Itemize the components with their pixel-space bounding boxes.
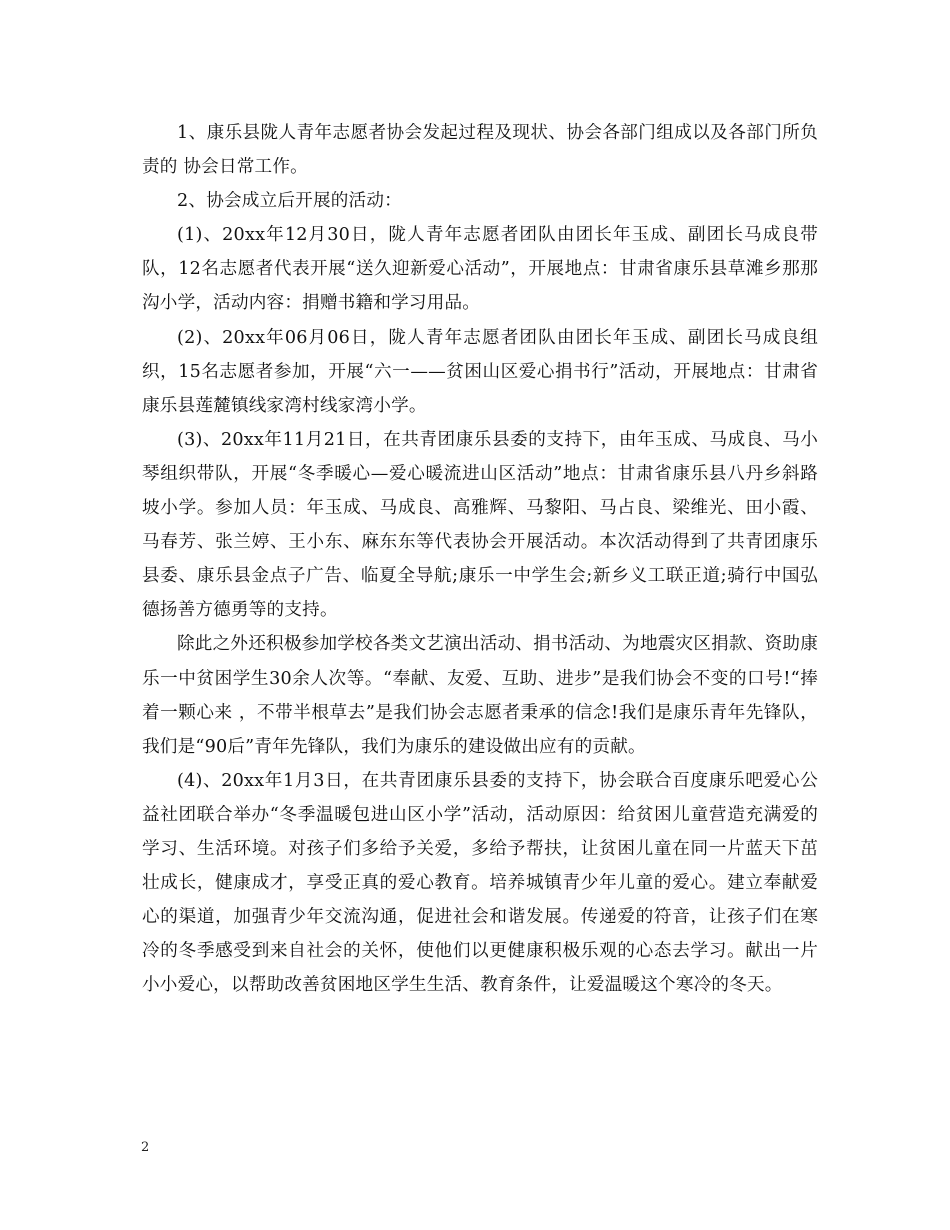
paragraph-activity-1: (1)、20xx年12月30日，陇人青年志愿者团队由团长年玉成、副团长马成良带队，12名志愿者代表开展“送久迎新爱心活动”，开展地点：甘肃省康乐县草滩乡那那沟小学，活动内容：捐赠书籍和学习用品。 <box>142 225 818 314</box>
document-body <box>142 116 818 1002</box>
paragraph-activity-4: (4)、20xx年1月3日，在共青团康乐县委的支持下，协会联合百度康乐吧爱心公益社团联合举办“冬季温暖包进山区小学”活动，活动原因：给贫困儿童营造充满爱的学习、生活环境。对孩子们多给予关爱，多给予帮扶，让贫困儿童在同一片蓝天下茁壮成长，健康成才，享受正真的爱心教育。培养城镇青少年儿童的爱心。建立奉献爱心的渠道，加强青少年交流沟通，促进社会和谐发展。传递爱的符音，让孩子们在寒冷的冬季感受到来自社会的关怀，使他们以更健康积极乐观的心态去学习。献出一片小小爱心，以帮助改善贫困地区学生生活、教育条件，让爱温暖这个寒冷的冬天。 <box>142 770 818 996</box>
paragraph-activity-2: (2)、20xx年06月06日，陇人青年志愿者团队由团长年玉成、副团长马成良组织，15名志愿者参加，开展“六一——贫困山区爱心捐书行”活动，开展地点：甘肃省康乐县莲麓镇线家湾村线家湾小学。 <box>142 327 818 416</box>
paragraph-additional-activities: 除此之外还积极参加学校各类文艺演出活动、捐书活动、为地震灾区捐款、资助康乐一中贫困学生30余人次等。“奉献、友爱、互助、进步”是我们协会不变的口号!“捧着一颗心来 ，不带半根草去”是我们协会志愿者秉承的信念!我们是康乐青年先锋队，我们是“90后”青年先锋队，我们为康乐的建设做出应有的贡献。 <box>142 634 818 757</box>
paragraph-activity-3: (3)、20xx年11月21日，在共青团康乐县委的支持下，由年玉成、马成良、马小琴组织带队，开展“冬季暖心—爱心暖流进山区活动”地点：甘肃省康乐县八丹乡斜路坡小学。参加人员：年玉成、马成良、高雅辉、马黎阳、马占良、梁维光、田小霞、马春芳、张兰婷、王小东、麻东东等代表协会开展活动。本次活动得到了共青团康乐县委、康乐县金点子广告、临夏全导航;康乐一中学生会;新乡义工联正道;骑行中国弘德扬善方德勇等的支持。 <box>142 429 818 621</box>
paragraph-association-overview: 1、康乐县陇人青年志愿者协会发起过程及现状、协会各部门组成以及各部门所负责的 协会日常工作。 <box>142 123 818 178</box>
paragraph-activities-heading: 2、协会成立后开展的活动： <box>177 191 402 212</box>
page-number: 2 <box>141 1140 150 1155</box>
